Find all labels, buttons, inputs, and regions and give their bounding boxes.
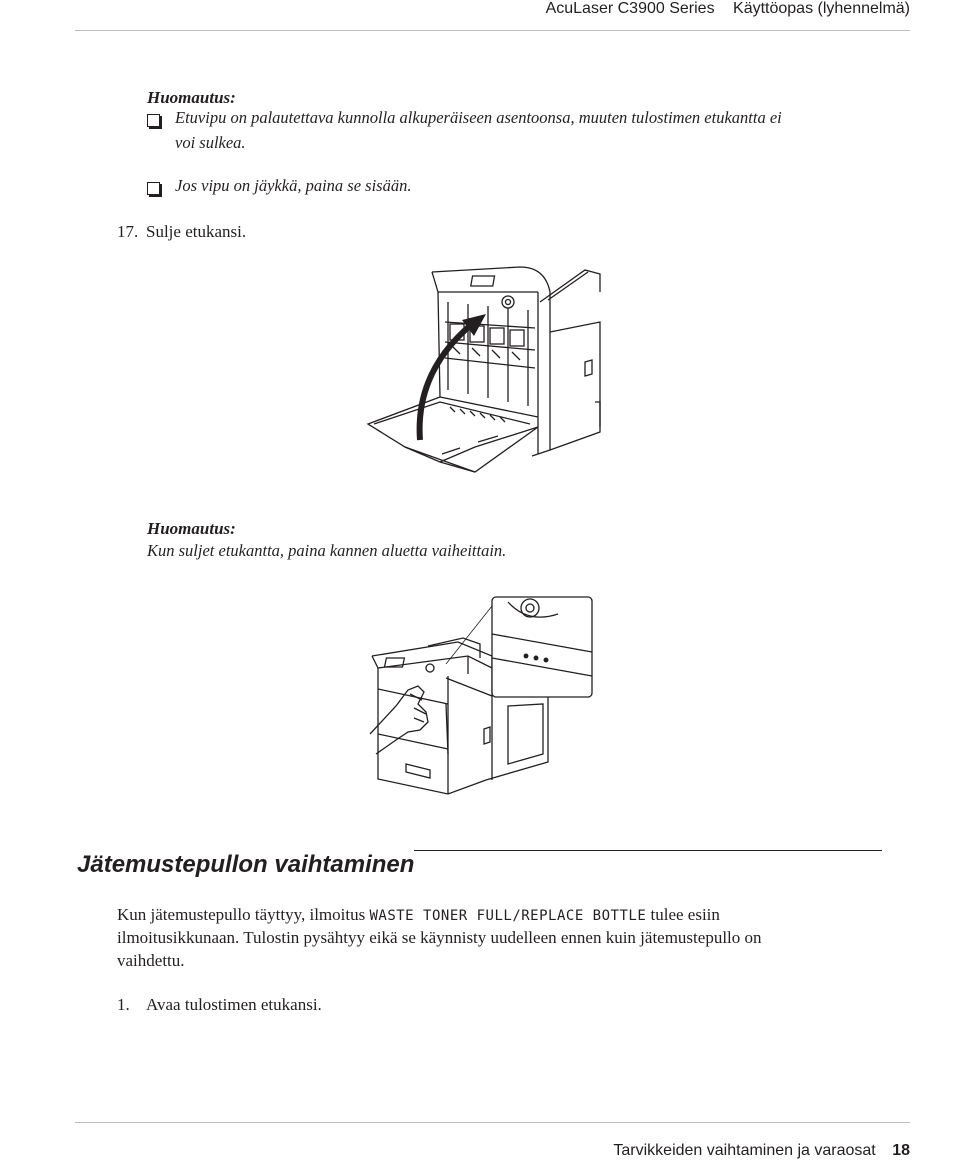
header-rule — [75, 30, 910, 31]
note2-title: Huomautus: — [147, 519, 236, 538]
printer-press-cover-illustration — [368, 594, 596, 804]
note1-bullet-2 — [147, 182, 160, 200]
note2-text: Kun suljet etukantta, paina kannen aluetta vaiheittain. — [147, 541, 507, 560]
printer-close-cover-illustration — [360, 262, 605, 482]
note1-title: Huomautus: — [147, 88, 236, 107]
step1-number: 1. — [117, 995, 130, 1014]
note1-bullet-1 — [147, 114, 160, 132]
section-title-rule — [414, 850, 882, 851]
page-header — [532, 0, 910, 18]
step17-number: 17. — [117, 222, 139, 241]
section-paragraph-line2: ilmoitusikkunaan. Tulostin pysähtyy eikä se käynnisty uudelleen ennen kuin jätemustepullo on — [117, 928, 762, 947]
page-number: 18 — [892, 1142, 910, 1159]
note1-item-1-line2: voi sulkea. — [175, 133, 246, 152]
step17-text: Sulje etukansi. — [146, 222, 247, 241]
note1-item-2: Jos vipu on jäykkä, paina se sisään. — [175, 176, 412, 195]
paragraph-text-pre: Kun jätemustepullo täyttyy, ilmoitus — [117, 905, 366, 924]
paragraph-text-post: tulee esiin — [650, 905, 720, 924]
footer-rule — [75, 1122, 910, 1123]
header-product: AcuLaser C3900 Series — [545, 0, 715, 17]
footer-section: Tarvikkeiden vaihtaminen ja varaosat — [613, 1142, 876, 1159]
lcd-message: WASTE TONER FULL/REPLACE BOTTLE — [369, 908, 647, 924]
checkbox-bullet-icon — [147, 182, 160, 195]
page-footer — [613, 1142, 910, 1160]
section-paragraph-line1 — [117, 903, 720, 928]
note1-item-1-line1: Etuvipu on palautettava kunnolla alkuperäiseen asentoonsa, muuten tulostimen etukantta ei — [175, 108, 782, 127]
step1-text: Avaa tulostimen etukansi. — [146, 995, 322, 1014]
section-paragraph-line3: vaihdettu. — [117, 951, 185, 970]
checkbox-bullet-icon — [147, 114, 160, 127]
header-guide: Käyttöopas (lyhennelmä) — [733, 0, 910, 17]
section-title: Jätemustepullon vaihtaminen — [77, 851, 415, 878]
